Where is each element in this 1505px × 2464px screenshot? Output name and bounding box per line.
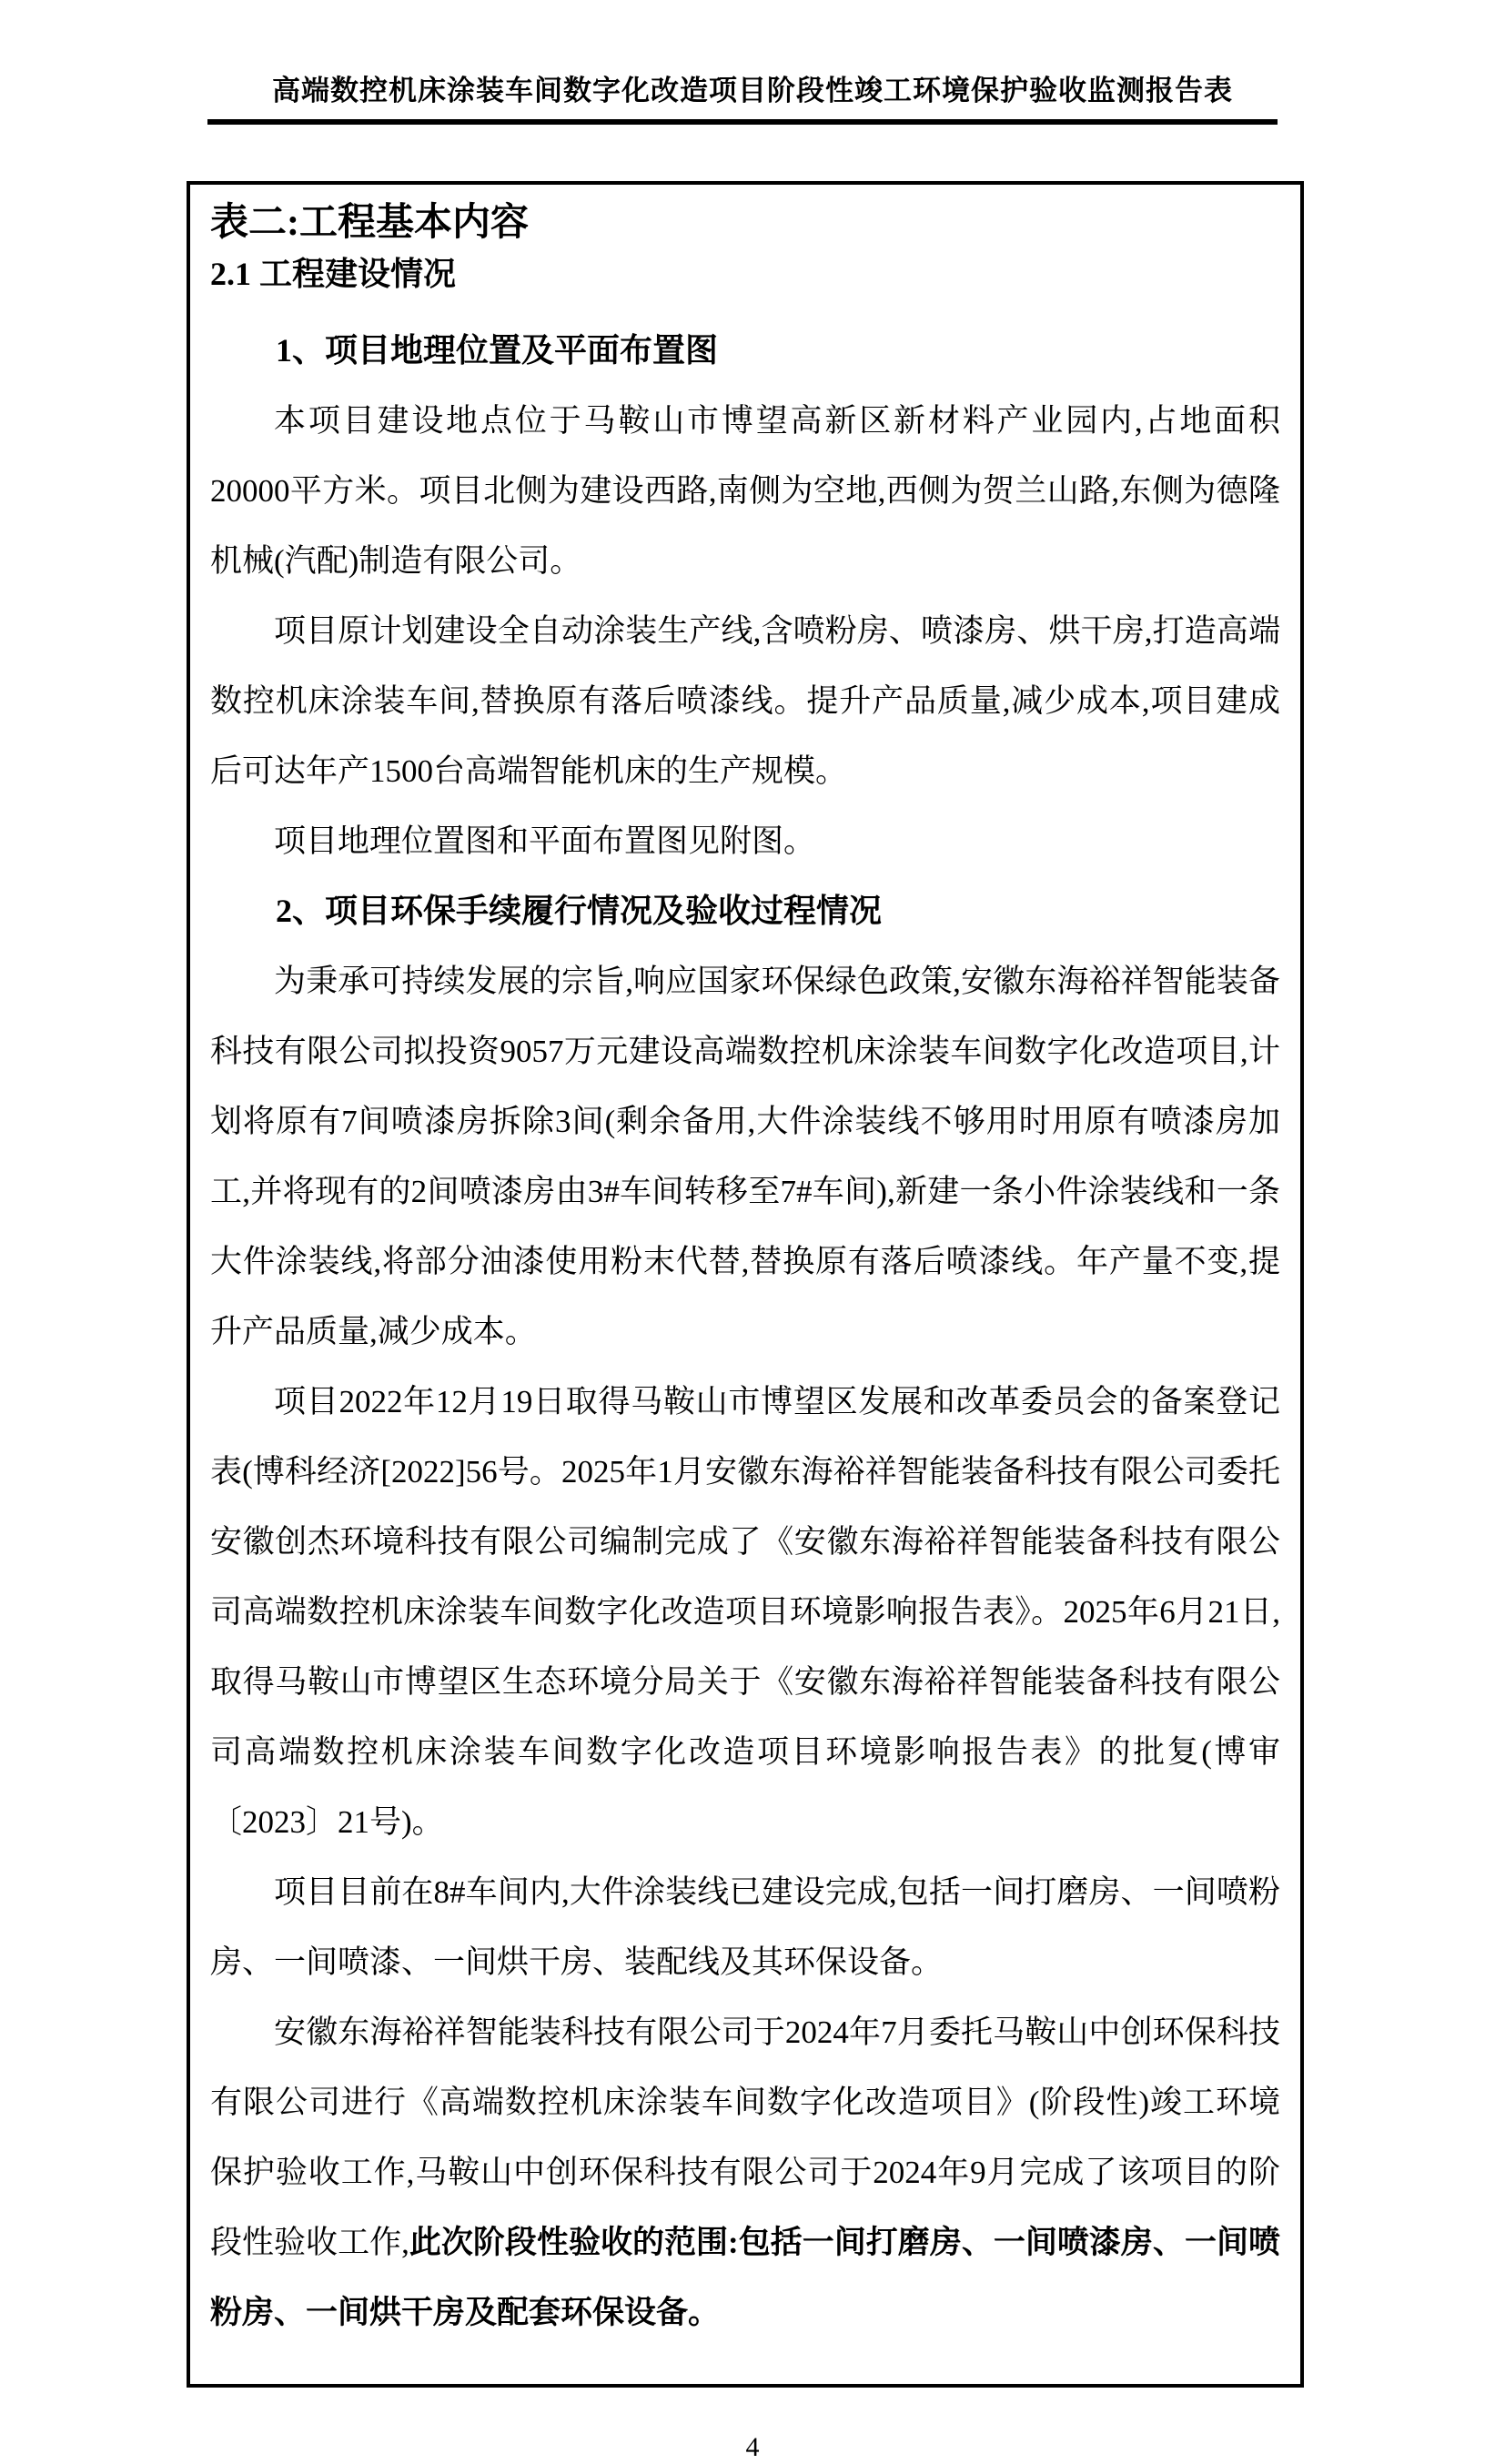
table-two-box [187, 181, 1304, 2388]
running-head-title: 高端数控机床涂装车间数字化改造项目阶段性竣工环境保护验收监测报告表 [272, 75, 1233, 106]
paragraph-current-status: 项目目前在8#车间内,大件涂装线已建设完成,包括一间打磨房、一间喷粉房、一间喷漆、一间烘干房、装配线及其环保设备。 [210, 1874, 1280, 1980]
section-2-1-heading: 2.1 工程建设情况 [210, 256, 457, 292]
paragraph-acceptance-scope-bold: 此次阶段性验收的范围:包括一间打磨房、一间喷漆房、一间喷粉房、一间烘干房及配套环保设备。 [210, 2225, 1280, 2330]
paragraph-attached-figures: 项目地理位置图和平面布置图见附图。 [274, 823, 816, 859]
paragraph-acceptance-regular: 安徽东海裕祥智能装科技有限公司于2024年7月委托马鞍山中创环保科技有限公司进行《高端数控机床涂装车间数字化改造项目》(阶段性)竣工环境保护验收工作,马鞍山中创环保科技有限公司于2024年9月完成了该项目的阶段性验收工作, [210, 2015, 1280, 2260]
paragraph-investment-plan: 为秉承可持续发展的宗旨,响应国家环保绿色政策,安徽东海裕祥智能装备科技有限公司拟投资9057万元建设高端数控机床涂装车间数字化改造项目,计划将原有7间喷漆房拆除3间(剩余备用,大件涂装线不够用时用原有喷漆房加工,并将现有的2间喷漆房由3#车间转移至7#车间),新建一条小件涂装线和一条大件涂装线,将部分油漆使用粉末代替,替换原有落后喷漆线。年产量不变,提升产品质量,减少成本。 [210, 964, 1280, 1349]
paragraph-acceptance [210, 1997, 1280, 2348]
table-title: 表二:工程基本内容 [210, 202, 529, 244]
paragraph-location: 本项目建设地点位于马鞍山市博望高新区新材料产业园内,占地面积20000平方米。项目北侧为建设西路,南侧为空地,西侧为贺兰山路,东侧为德隆机械(汽配)制造有限公司。 [210, 403, 1280, 579]
subsection-2-heading: 2、项目环保手续履行情况及验收过程情况 [276, 893, 883, 929]
subsection-1-heading: 1、项目地理位置及平面布置图 [276, 332, 719, 369]
paragraph-approval-records: 项目2022年12月19日取得马鞍山市博望区发展和改革委员会的备案登记表(博科经济[2022]56号。2025年1月安徽东海裕祥智能装备科技有限公司委托安徽创杰环境科技有限公司编制完成了《安徽东海裕祥智能装备科技有限公司高端数控机床涂装车间数字化改造项目环境影响报告表》。2025年6月21日,取得马鞍山市博望区生态环境分局关于《安徽东海裕祥智能装备科技有限公司高端数控机床涂装车间数字化改造项目环境影响报告表》的批复(博审〔2023〕21号)。 [210, 1384, 1280, 1840]
paragraph-original-plan: 项目原计划建设全自动涂装生产线,含喷粉房、喷漆房、烘干房,打造高端数控机床涂装车间,替换原有落后喷漆线。提升产品质量,减少成本,项目建成后可达年产1500台高端智能机床的生产规模。 [210, 613, 1280, 789]
header-rule [207, 119, 1278, 125]
page-number: 4 [745, 2432, 760, 2462]
